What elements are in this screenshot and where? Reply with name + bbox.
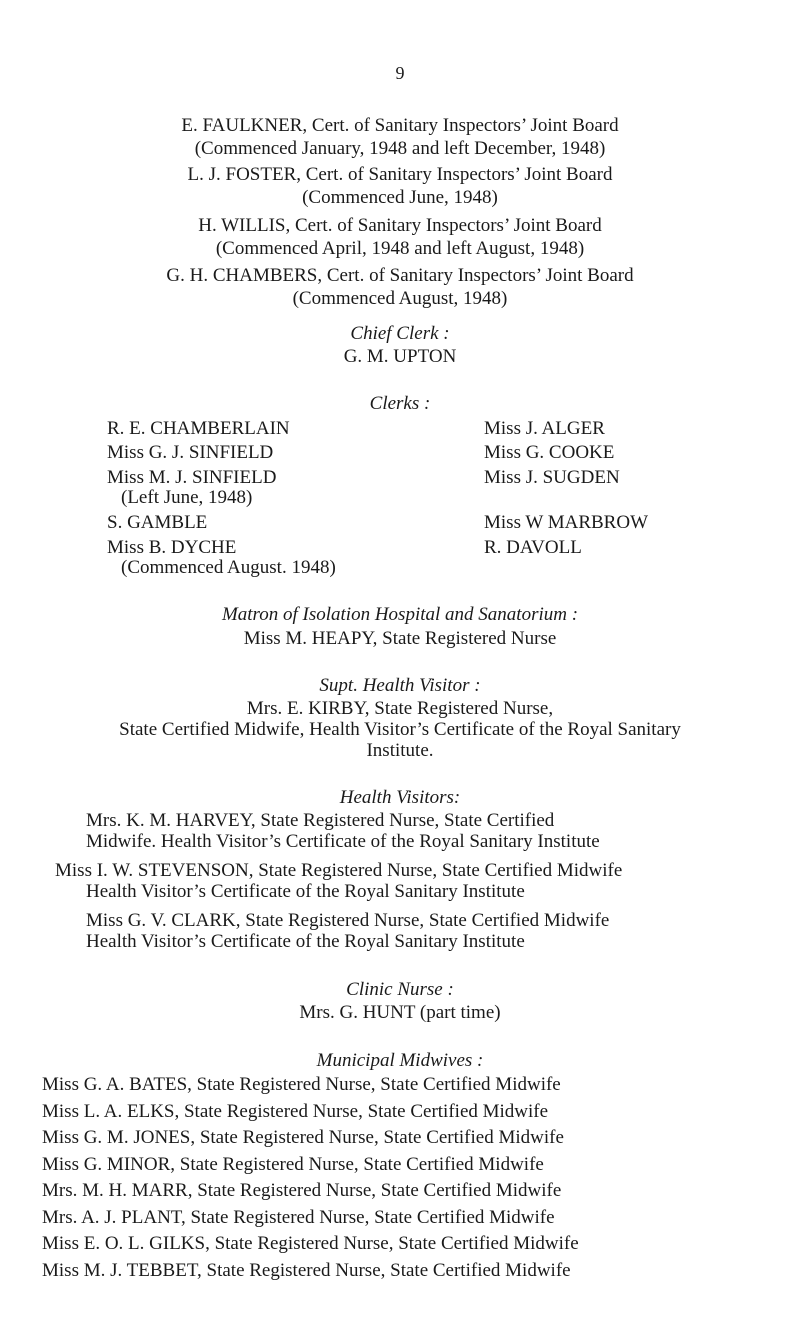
inspector-name-line: L. J. FOSTER, Cert. of Sanitary Inspectors’ Joint Board [187, 164, 613, 185]
inspector-entry [0, 264, 800, 310]
midwife-entry: Miss G. M. JONES, State Registered Nurse, State Certified Midwife [42, 1127, 564, 1148]
supt-health-visitor-line: State Certified Midwife, Health Visitor’s Certificate of the Royal Sanitary [119, 719, 681, 740]
midwife-entry: Miss G. A. BATES, State Registered Nurse, State Certified Midwife [42, 1074, 561, 1095]
supt-health-visitor-line: Institute. [366, 740, 434, 761]
clerk-name: Miss W MARBROW [484, 512, 648, 533]
inspector-detail-line: (Commenced June, 1948) [302, 187, 498, 208]
clinic-nurse-heading: Clinic Nurse : [346, 979, 454, 1000]
health-visitor-line: Health Visitor’s Certificate of the Royal Sanitary Institute [86, 881, 525, 902]
inspector-entry [0, 163, 800, 209]
midwife-entry: Miss E. O. L. GILKS, State Registered Nurse, State Certified Midwife [42, 1233, 579, 1254]
health-visitors-heading: Health Visitors: [339, 787, 461, 808]
inspector-detail-line: (Commenced January, 1948 and left December, 1948) [194, 138, 606, 159]
municipal-midwives-heading: Municipal Midwives : [316, 1050, 484, 1071]
clerks-heading: Clerks : [369, 393, 431, 414]
health-visitor-line: Midwife. Health Visitor’s Certificate of the Royal Sanitary Institute [86, 831, 600, 852]
inspector-detail-line: (Commenced April, 1948 and left August, 1948) [215, 238, 585, 259]
inspector-entry [0, 214, 800, 260]
clerk-note: (Commenced August. 1948) [121, 557, 336, 578]
clerk-name: R. DAVOLL [484, 537, 582, 558]
inspector-detail-line: (Commenced August, 1948) [292, 288, 508, 309]
matron-name: Miss M. HEAPY, State Registered Nurse [243, 628, 557, 649]
supt-health-visitor-heading: Supt. Health Visitor : [319, 675, 481, 696]
clerk-name: Miss J. SUGDEN [484, 467, 620, 488]
clerk-note: (Left June, 1948) [121, 487, 253, 508]
clerk-name: Miss G. J. SINFIELD [107, 442, 274, 463]
inspector-name-line: E. FAULKNER, Cert. of Sanitary Inspectors’ Joint Board [181, 115, 619, 136]
clerk-name: Miss J. ALGER [484, 418, 605, 439]
health-visitor-line: Mrs. K. M. HARVEY, State Registered Nurse, State Certified [86, 810, 555, 831]
matron-heading: Matron of Isolation Hospital and Sanatorium : [221, 604, 579, 625]
clerk-name: Miss B. DYCHE [107, 537, 237, 558]
midwife-entry: Mrs. A. J. PLANT, State Registered Nurse, State Certified Midwife [42, 1207, 555, 1228]
clinic-nurse-name: Mrs. G. HUNT (part time) [299, 1002, 501, 1023]
chief-clerk-heading: Chief Clerk : [350, 323, 450, 344]
chief-clerk-name: G. M. UPTON [343, 346, 457, 367]
midwife-entry: Mrs. M. H. MARR, State Registered Nurse, State Certified Midwife [42, 1180, 562, 1201]
clerk-name: Miss M. J. SINFIELD [107, 467, 277, 488]
inspector-name-line: H. WILLIS, Cert. of Sanitary Inspectors’ Joint Board [198, 215, 602, 236]
health-visitor-line: Health Visitor’s Certificate of the Royal Sanitary Institute [86, 931, 525, 952]
midwife-entry: Miss M. J. TEBBET, State Registered Nurse, State Certified Midwife [42, 1260, 571, 1281]
health-visitor-line: Miss G. V. CLARK, State Registered Nurse, State Certified Midwife [86, 910, 610, 931]
midwife-entry: Miss L. A. ELKS, State Registered Nurse, State Certified Midwife [42, 1101, 549, 1122]
inspector-name-line: G. H. CHAMBERS, Cert. of Sanitary Inspectors’ Joint Board [166, 265, 634, 286]
midwife-entry: Miss G. MINOR, State Registered Nurse, State Certified Midwife [42, 1154, 544, 1175]
clerk-name: R. E. CHAMBERLAIN [107, 418, 290, 439]
page-number: 9 [395, 63, 405, 83]
clerk-name: Miss G. COOKE [484, 442, 615, 463]
clerk-name: S. GAMBLE [107, 512, 208, 533]
health-visitor-line: Miss I. W. STEVENSON, State Registered Nurse, State Certified Midwife [55, 860, 623, 881]
supt-health-visitor-line: Mrs. E. KIRBY, State Registered Nurse, [246, 698, 554, 719]
inspector-entry [0, 114, 800, 160]
